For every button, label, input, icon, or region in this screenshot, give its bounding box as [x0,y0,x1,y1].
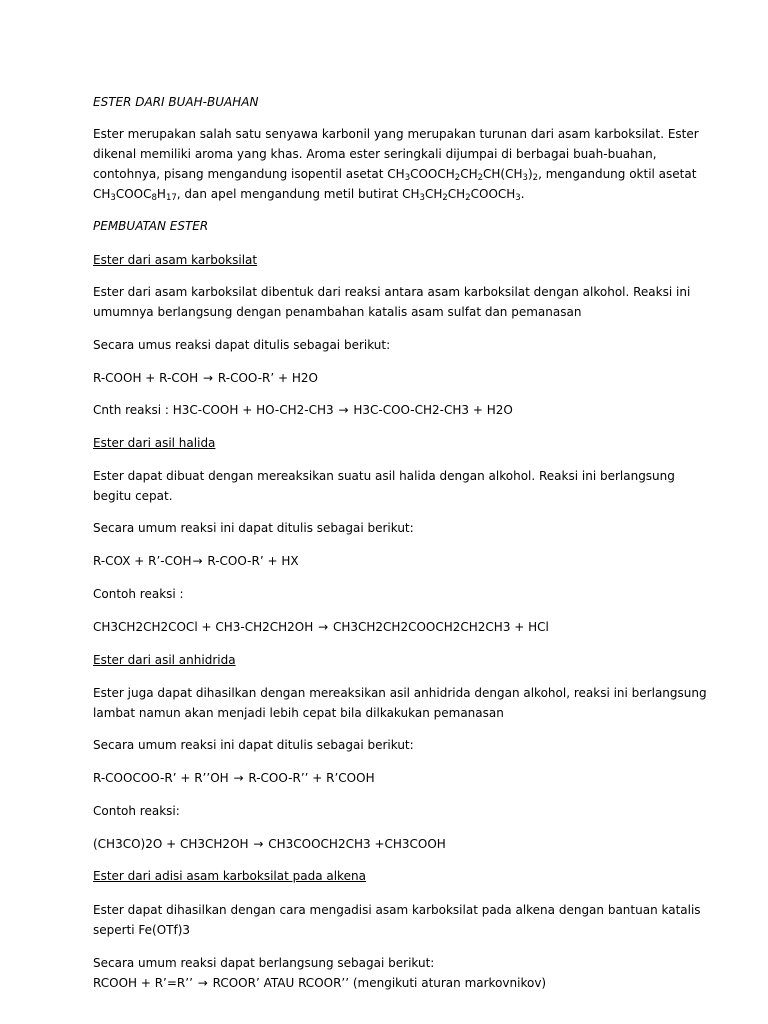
s1-paragraph-line-1: Ester dari asam karboksilat dibentuk dari reaksi antara asam karboksilat dengan alkohol. Reaksi ini [93,285,691,299]
s2-paragraph-line-2: begitu cepat. [93,489,173,503]
s1-example-equation: Cnth reaksi : H3C-COOH + HO-CH2-CH3 → H3C-COO-CH2-CH3 + H2O [93,403,513,417]
heading-asam-karboksilat: Ester dari asam karboksilat [93,253,258,267]
s2-general-label: Secara umum reaksi ini dapat ditulis sebagai berikut: [93,521,414,535]
s2-paragraph-line-1: Ester dapat dibuat dengan mereaksikan suatu asil halida dengan alkohol. Reaksi ini berlangsung [93,469,675,483]
intro-line-1: Ester merupakan salah satu senyawa karbonil yang merupakan turunan dari asam karboksilat. Ester [93,127,699,141]
arrow-icon: → [318,620,329,634]
s3-paragraph-line-2: lambat namun akan menjadi lebih cepat bila dilkakukan pemanasan [93,706,504,720]
s3-paragraph-line-1: Ester juga dapat dihasilkan dengan mereaksikan asil anhidrida dengan alkohol, reaksi ini berlangsung [93,686,707,700]
arrow-icon: → [192,554,203,568]
heading-adisi-alkena: Ester dari adisi asam karboksilat pada alkena [93,869,366,883]
s2-example-label: Contoh reaksi : [93,587,184,601]
section-title: PEMBUATAN ESTER [93,219,209,233]
s1-general-label: Secara umus reaksi dapat ditulis sebagai berikut: [93,338,391,352]
s4-general-label: Secara umum reaksi dapat berlangsung sebagai berikut: [93,956,435,970]
s1-paragraph-line-2: umumnya berlangsung dengan penambahan katalis asam sulfat dan pemanasan [93,305,582,319]
intro-line-3: contohnya, pisang mengandung isopentil asetat $CH_3COOCH_2CH_2CH(CH_3)_2$, mengandung oktil asetat [93,167,697,183]
page-title: ESTER DARI BUAH-BUAHAN [93,95,259,109]
s3-example-equation: (CH3CO)2O + CH3CH2OH → CH3COOCH2CH3 +CH3COOH [93,837,446,851]
arrow-icon: → [203,371,214,385]
s3-example-label: Contoh reaksi: [93,804,180,818]
s3-general-equation: R-COOCOO-R’ + R’’OH → R-COO-R’’ + R’COOH [93,771,375,785]
s4-paragraph-line-1: Ester dapat dihasilkan dengan cara mengadisi asam karboksilat pada alkena dengan bantuan katalis [93,903,701,917]
arrow-icon: → [233,771,244,785]
s4-general-equation: RCOOH + R’=R’’ → RCOOR’ ATAU RCOOR’’ (mengikuti aturan markovnikov) [93,976,547,990]
arrow-icon: → [197,976,208,990]
intro-line-4: $CH_3COOC_8H_{17}$, dan apel mengandung metil butirat $CH_3CH_2CH_2COOCH_3$. [93,187,525,203]
s1-general-equation: R-COOH + R-COH → R-COO-R’ + H2O [93,371,318,385]
s4-paragraph-line-2: seperti Fe(OTf)3 [93,923,191,937]
heading-asil-halida: Ester dari asil halida [93,436,216,450]
intro-line-2: dikenal memiliki aroma yang khas. Aroma ester seringkali dijumpai di berbagai buah-buahan, [93,147,657,161]
s2-example-equation: CH3CH2CH2COCl + CH3-CH2CH2OH → CH3CH2CH2COOCH2CH2CH3 + HCl [93,620,549,634]
s3-general-label: Secara umum reaksi ini dapat ditulis sebagai berikut: [93,738,414,752]
heading-asil-anhidrida: Ester dari asil anhidrida [93,653,236,667]
arrow-icon: → [253,837,264,851]
arrow-icon: → [338,403,349,417]
s2-general-equation: R-COX + R’-COH→ R-COO-R’ + HX [93,554,299,568]
